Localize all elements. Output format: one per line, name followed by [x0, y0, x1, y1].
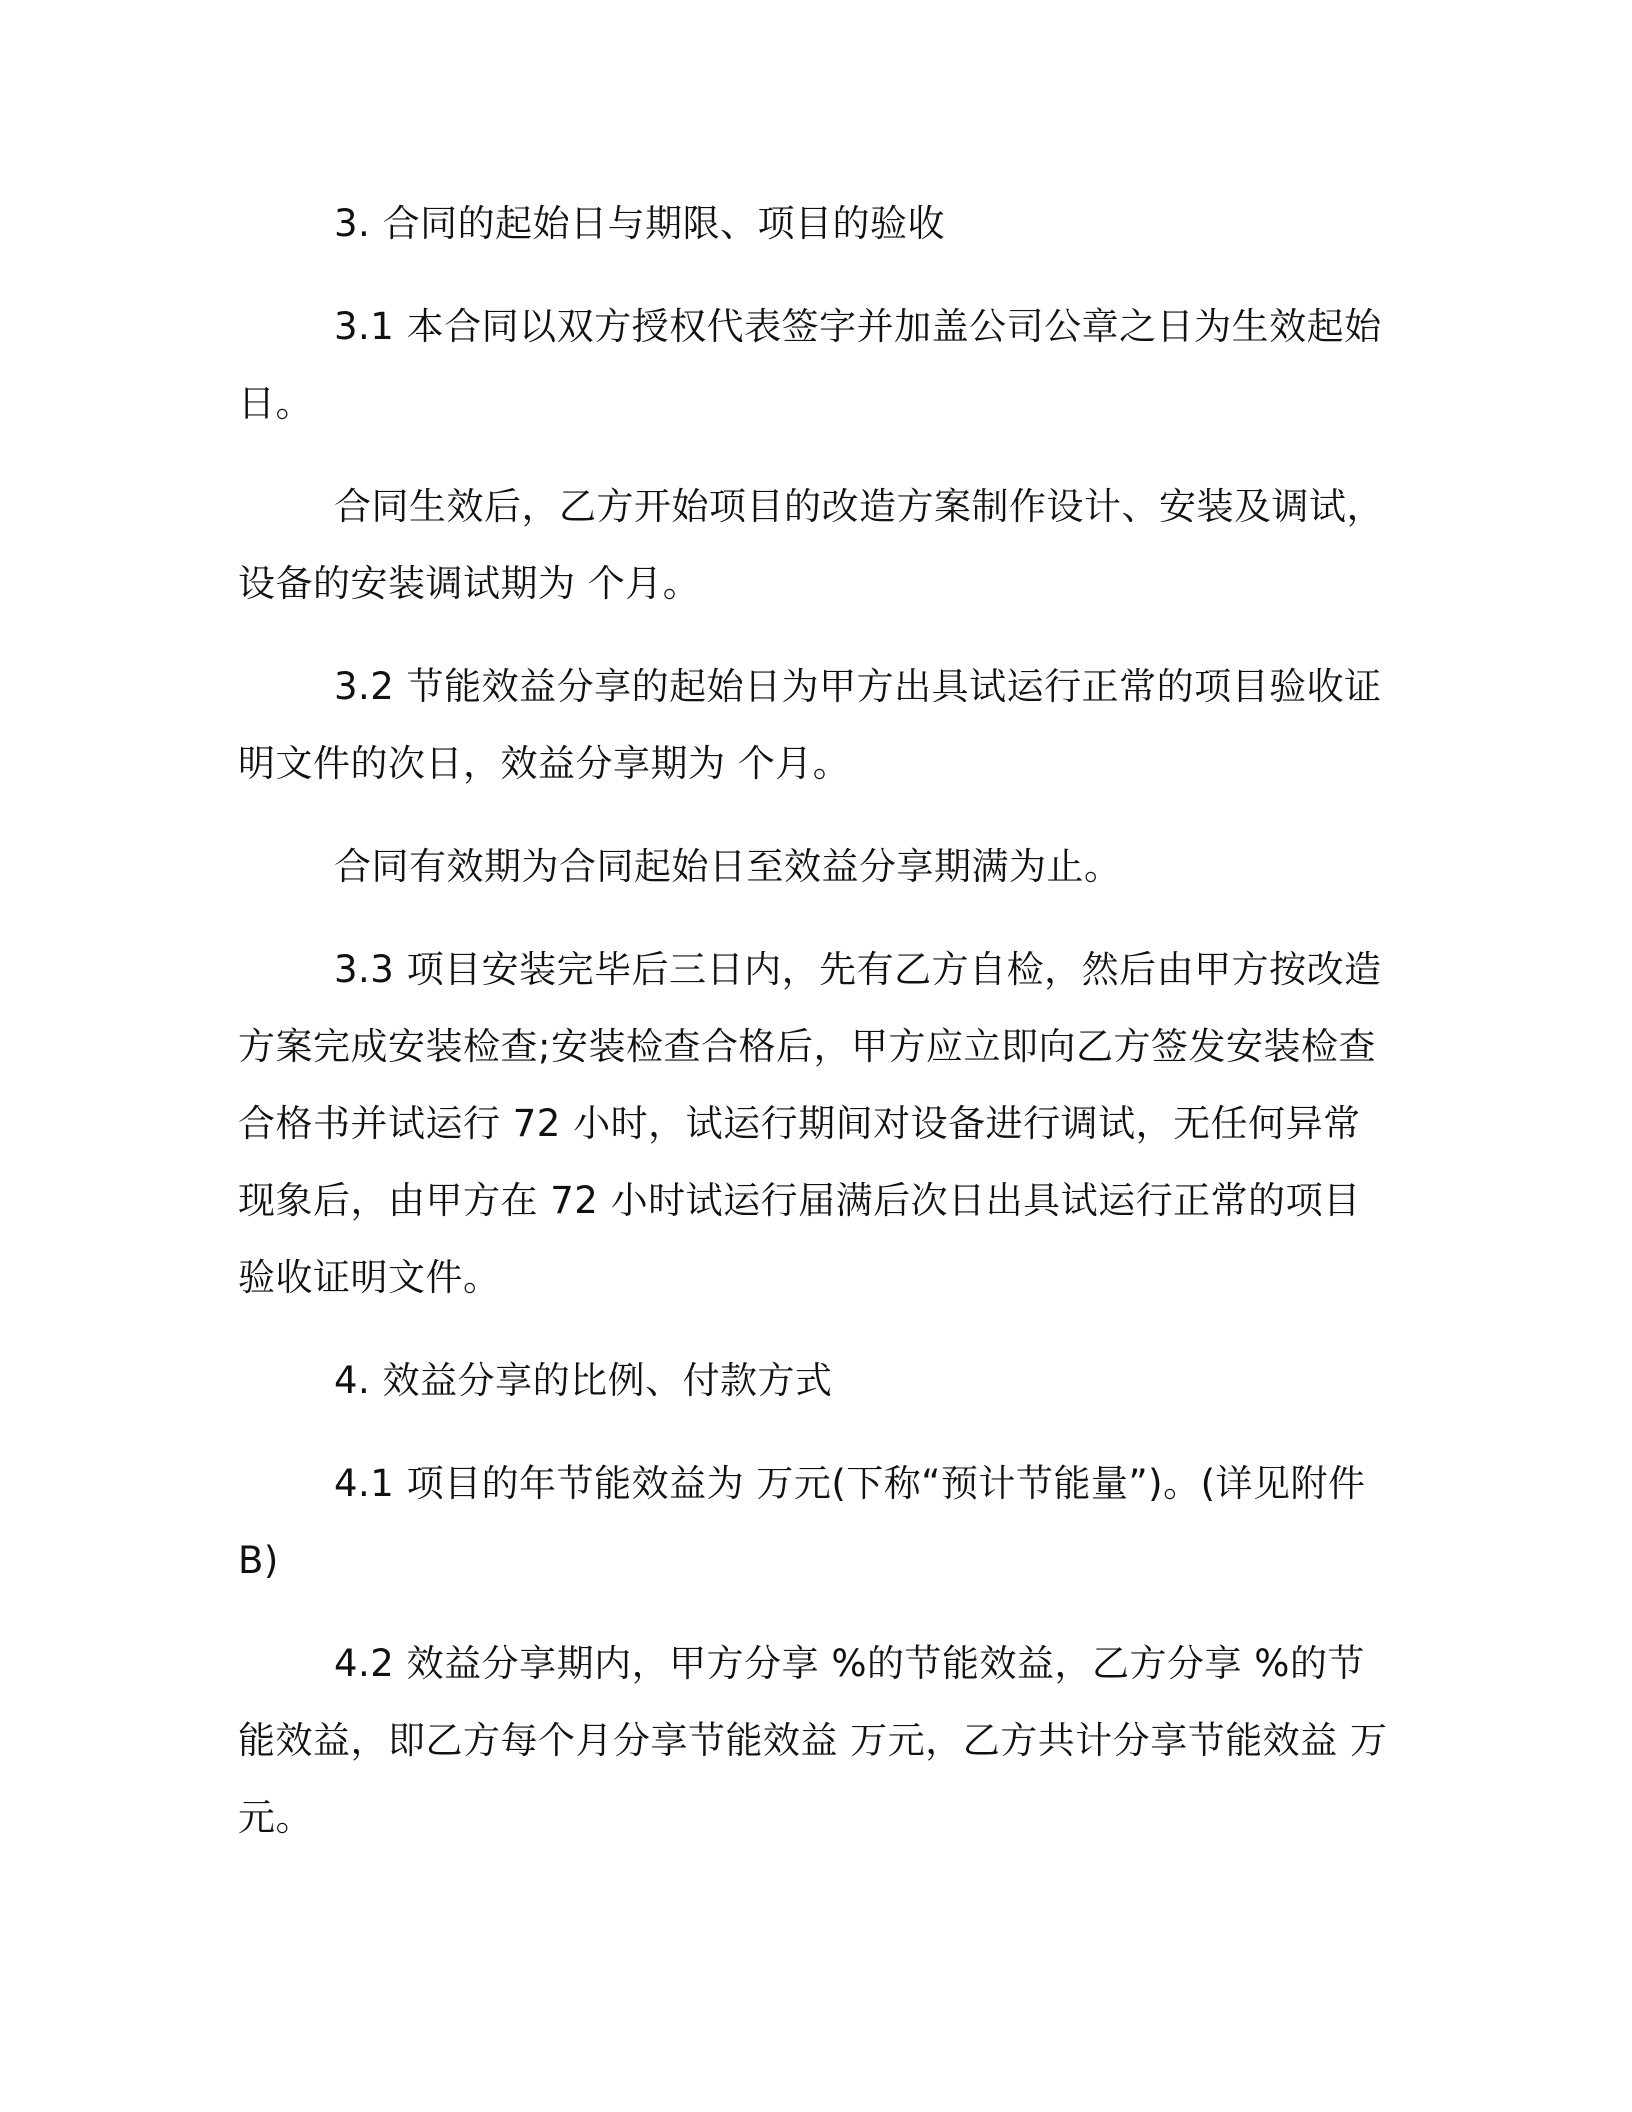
clause-3-1: 3.1 本合同以双方授权代表签字并加盖公司公章之日为生效起始日。 — [238, 305, 1382, 425]
clause-3-1-continued: 合同生效后，乙方开始项目的改造方案制作设计、安装及调试，设备的安装调试期为 个月。 — [238, 485, 1384, 605]
document-body — [238, 185, 1388, 1856]
clause-4-1: 4.1 项目的年节能效益为 万元(下称“预计节能量”)。(详见附件B) — [238, 1462, 1366, 1582]
clause-3-2-continued: 合同有效期为合同起始日至效益分享期满为止。 — [334, 845, 1122, 888]
clause-3-2: 3.2 节能效益分享的起始日为甲方出具试运行正常的项目验收证明文件的次日，效益分享期为 个月。 — [238, 665, 1382, 785]
clause-4-2: 4.2 效益分享期内，甲方分享 %的节能效益，乙方分享 %的节能效益，即乙方每个月分享节能效益 万元，乙方共计分享节能效益 万元。 — [238, 1642, 1388, 1839]
clause-3-3: 3.3 项目安装完毕后三日内，先有乙方自检，然后由甲方按改造方案完成安装检查;安装检查合格后，甲方应立即向乙方签发安装检查合格书并试运行 72 小时，试运行期间对设备进行调试，无任何异常现象后，由甲方在 72 小时试运行届满后次日出具试运行正常的项目验收证明文件。 — [238, 948, 1382, 1299]
section-heading-3: 3. 合同的起始日与期限、项目的验收 — [334, 202, 946, 245]
section-heading-4: 4. 效益分享的比例、付款方式 — [334, 1359, 833, 1402]
